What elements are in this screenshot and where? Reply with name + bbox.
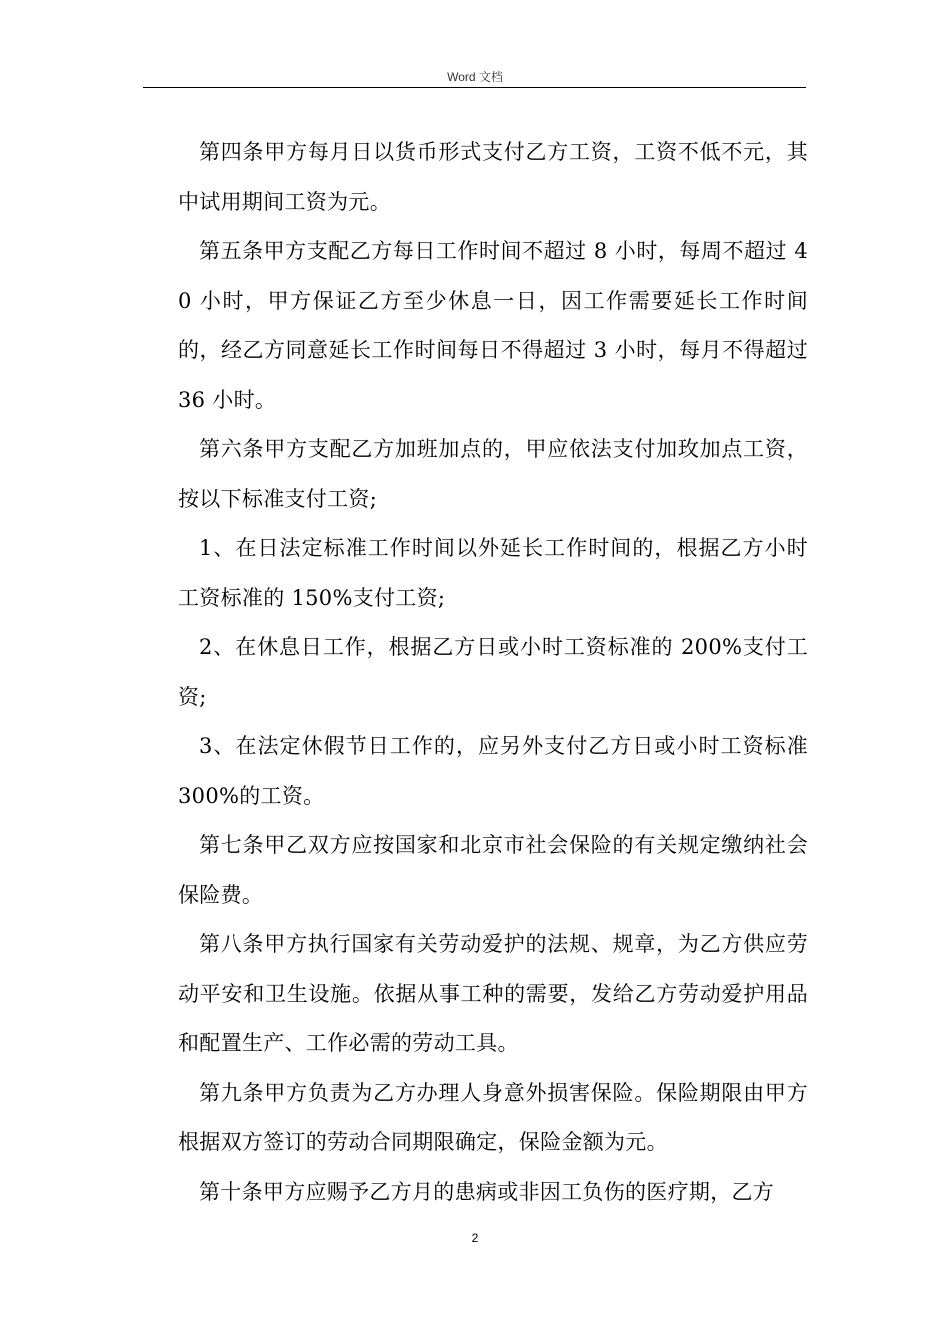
paragraph-article-4: 第四条甲方每月日以货币形式支付乙方工资，工资不低不元，其中试用期间工资为元。 <box>178 140 808 214</box>
paragraph-article-10: 第十条甲方应赐予乙方月的患病或非因工负伤的医疗期，乙方 <box>199 1179 775 1204</box>
paragraph-article-5: 第五条甲方支配乙方每日工作时间不超过 8 小时，每周不超过 40 小时，甲方保证乙方至少休息一日，因工作需要延长工作时间的，经乙方同意延长工作时间每日不得超过 3 小时，每月不得超过 36 小时。 <box>178 239 808 412</box>
paragraph-article-6: 第六条甲方支配乙方加班加点的，甲应依法支付加玫加点工资，按以下标准支付工资; <box>178 437 808 511</box>
paragraph-item-3: 3、在法定休假节日工作的，应另外支付乙方日或小时工资标准 300%的工资。 <box>178 734 808 808</box>
paragraph-article-7: 第七条甲乙双方应按国家和北京市社会保险的有关规定缴纳社会保险费。 <box>178 833 808 907</box>
document-body <box>178 128 808 1217</box>
paragraph-article-9: 第九条甲方负责为乙方办理人身意外损害保险。保险期限由甲方根据双方签订的劳动合同期限确定，保险金额为元。 <box>178 1080 808 1154</box>
page-header: Word 文档 <box>447 70 503 84</box>
header-divider <box>143 87 806 88</box>
paragraph-item-1: 1、在日法定标准工作时间以外延长工作时间的，根据乙方小时工资标准的 150%支付工资; <box>178 536 808 610</box>
page-number: 2 <box>471 1231 479 1245</box>
paragraph-article-8: 第八条甲方执行国家有关劳动爱护的法规、规章，为乙方供应劳动平安和卫生设施。依据从事工种的需要，发给乙方劳动爱护用品和配置生产、工作必需的劳动工具。 <box>178 932 808 1055</box>
paragraph-item-2: 2、在休息日工作，根据乙方日或小时工资标准的 200%支付工资; <box>178 635 808 709</box>
